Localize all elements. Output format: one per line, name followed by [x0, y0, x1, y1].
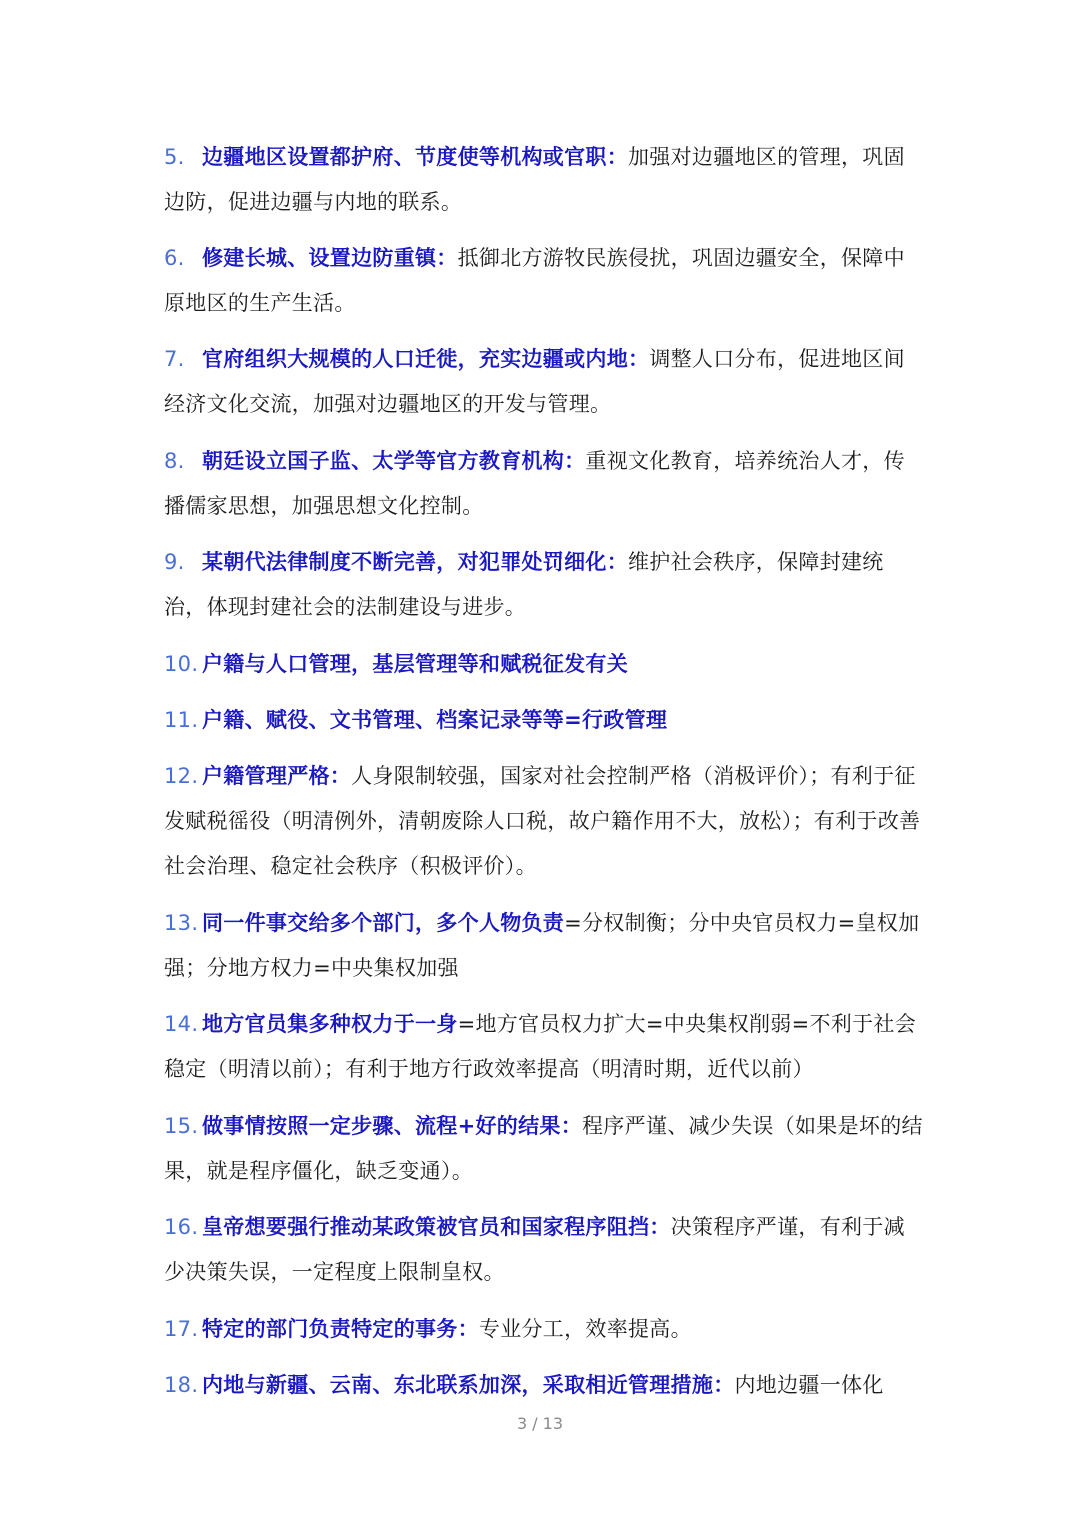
item-number: 17.: [164, 1317, 199, 1341]
item-body: 加强对边疆地区的管理，巩固边防，促进边疆与内地的联系。: [164, 145, 905, 214]
list-item: [164, 135, 924, 225]
item-heading: 内地与新疆、云南、东北联系加深，采取相近管理措施：: [202, 1373, 735, 1397]
item-body: 专业分工，效率提高。: [478, 1317, 692, 1341]
item-body: 内地边疆一体化: [734, 1373, 884, 1397]
item-number: 11.: [164, 708, 199, 732]
item-number: 8.: [164, 449, 185, 473]
item-heading: 边疆地区设置都护府、节度使等机构或官职：: [202, 145, 628, 169]
item-body: =分权制衡；分中央官员权力=皇权加强；分地方权力=中央集权加强: [164, 911, 920, 980]
item-body: 人身限制较强，国家对社会控制严格（消极评价）；有利于征发赋税徭役（明清例外，清朝废除人口税，故户籍作用不大，放松）；有利于改善社会治理、稳定社会秩序（积极评价）。: [164, 764, 921, 878]
item-number: 16.: [164, 1215, 199, 1239]
item-heading: 某朝代法律制度不断完善，对犯罪处罚细化：: [202, 550, 628, 574]
item-number: 5.: [164, 145, 185, 169]
item-number: 12.: [164, 764, 199, 788]
item-heading: 朝廷设立国子监、太学等官方教育机构：: [202, 449, 586, 473]
item-heading: 特定的部门负责特定的事务：: [202, 1317, 479, 1341]
item-heading: 户籍与人口管理，基层管理等和赋税征发有关: [202, 652, 628, 676]
item-number: 10.: [164, 652, 199, 676]
item-heading: 地方官员集多种权力于一身: [202, 1012, 458, 1036]
item-body: 重视文化教育，培养统治人才，传播儒家思想，加强思想文化控制。: [164, 449, 905, 518]
list-item: [164, 540, 924, 630]
item-body: 决策程序严谨，有利于减少决策失误，一定程度上限制皇权。: [164, 1215, 905, 1284]
item-heading: 户籍管理严格：: [202, 764, 352, 788]
item-number: 18.: [164, 1373, 199, 1397]
list-item: [164, 236, 924, 326]
item-number: 7.: [164, 347, 185, 371]
list-item: [164, 1363, 924, 1408]
item-body: 程序严谨、减少失误（如果是坏的结果，就是程序僵化，缺乏变通）。: [164, 1114, 923, 1183]
item-heading: 官府组织大规模的人口迁徙，充实边疆或内地：: [202, 347, 650, 371]
item-body: 调整人口分布，促进地区间经济文化交流，加强对边疆地区的开发与管理。: [164, 347, 905, 416]
item-heading: 户籍、赋役、文书管理、档案记录等等=行政管理: [202, 708, 668, 732]
list-item: [164, 1307, 924, 1352]
item-heading: 皇帝想要强行推动某政策被官员和国家程序阻挡：: [202, 1215, 671, 1239]
item-body: 抵御北方游牧民族侵扰，巩固边疆安全，保障中原地区的生产生活。: [164, 246, 905, 315]
item-number: 15.: [164, 1114, 199, 1138]
item-heading: 做事情按照一定步骤、流程+好的结果：: [202, 1114, 582, 1138]
item-body: =地方官员权力扩大=中央集权削弱=不利于社会稳定（明清以前）；有利于地方行政效率提高（明清时期，近代以前）: [164, 1012, 916, 1081]
list-item: [164, 698, 924, 743]
item-body: 维护社会秩序，保障封建统治，体现封建社会的法制建设与进步。: [164, 550, 884, 619]
item-number: 14.: [164, 1012, 199, 1036]
item-heading: 修建长城、设置边防重镇：: [202, 246, 458, 270]
item-number: 9.: [164, 550, 185, 574]
item-number: 6.: [164, 246, 185, 270]
list-item: [164, 754, 924, 889]
item-number: 13.: [164, 911, 199, 935]
list-item: [164, 1002, 924, 1092]
list-item: [164, 1205, 924, 1295]
list-item: [164, 1104, 924, 1194]
list-item: [164, 439, 924, 529]
list-item: [164, 642, 924, 687]
item-heading: 同一件事交给多个部门，多个人物负责: [202, 911, 565, 935]
list-item: [164, 337, 924, 427]
page-indicator: 3 / 13: [516, 1414, 564, 1433]
list-item: [164, 901, 924, 991]
